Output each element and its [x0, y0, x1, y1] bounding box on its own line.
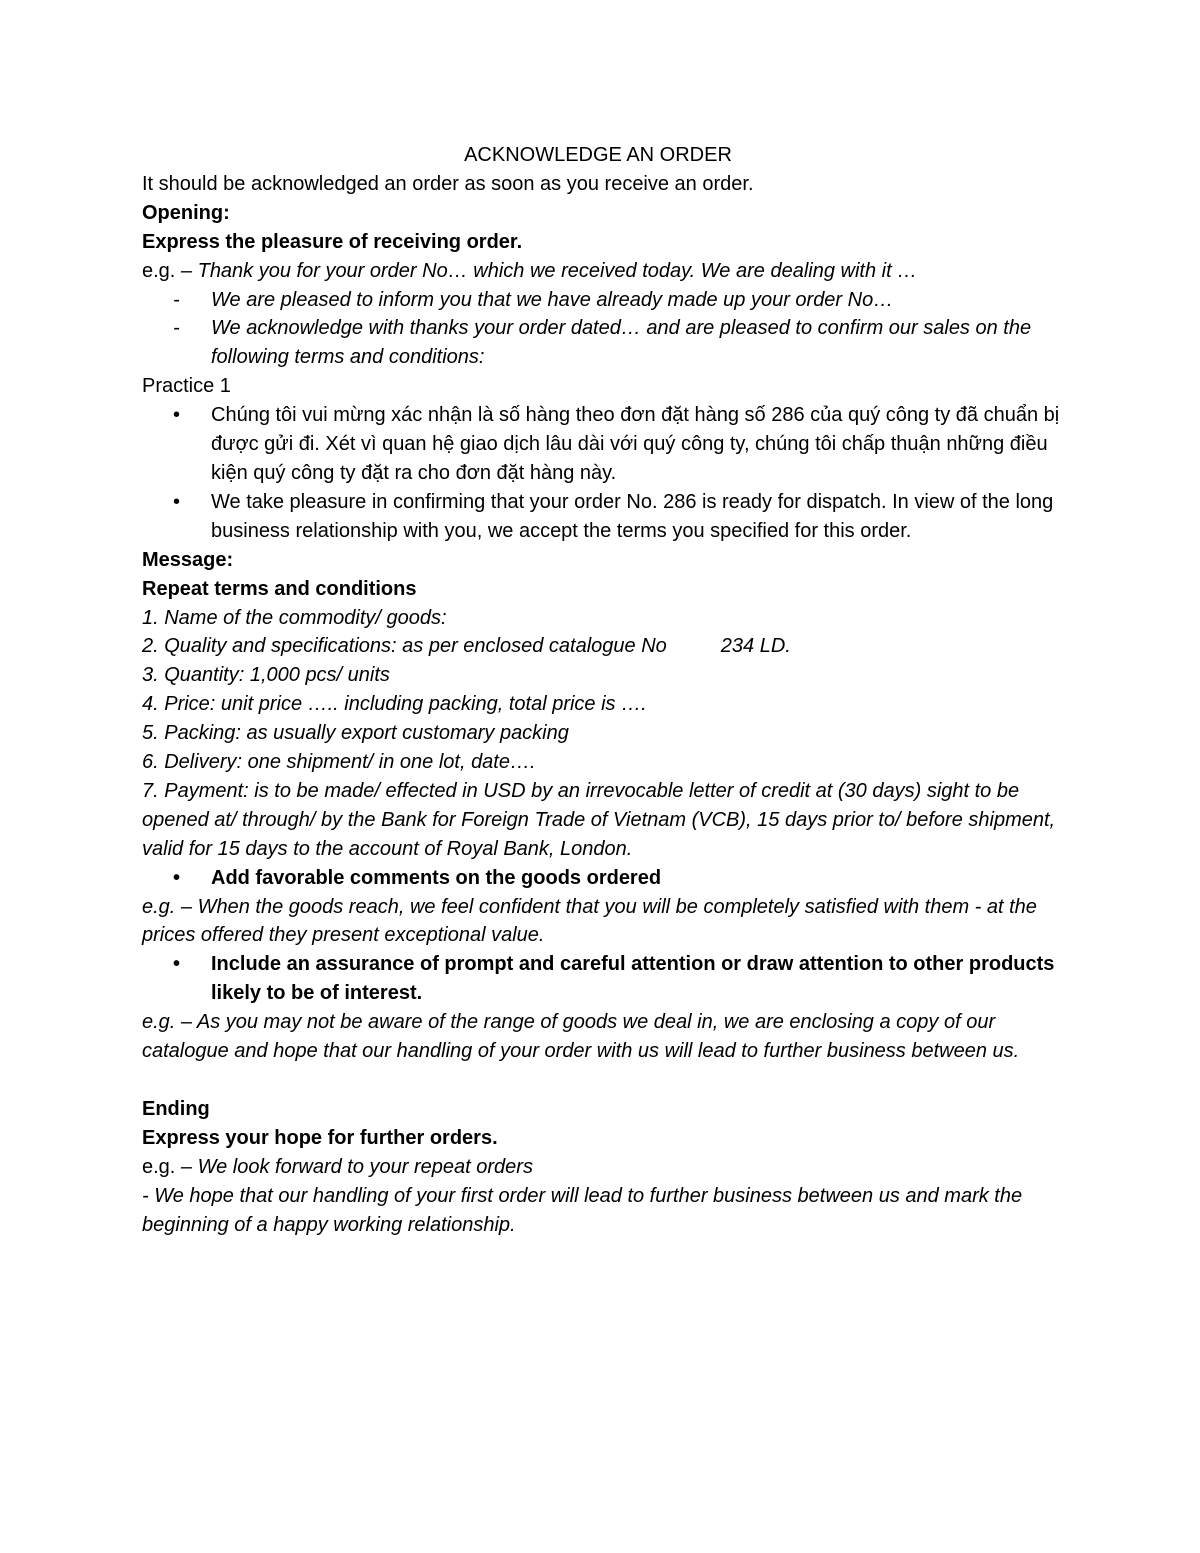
opening-dash-item — [142, 314, 1062, 372]
dash-marker: - — [173, 317, 180, 340]
term-item: 3. Quantity: 1,000 pcs/ units — [142, 664, 390, 687]
term-item: 7. Payment: is to be made/ effected in USD by an irrevocable letter of credit at (30 days) sight to be opened at/ through/ by the Bank for Foreign Trade of Vietnam (VCB), 15 days prior to/ before shipment, valid for 15 days to the account of Royal Bank, London. — [142, 779, 1056, 860]
opening-dash-item — [142, 286, 1062, 315]
message-heading: Message: — [142, 548, 234, 571]
term-item: 6. Delivery: one shipment/ in one lot, date…. — [142, 751, 536, 774]
assurance-example: e.g. – As you may not be aware of the range of goods we deal in, we are enclosing a copy of our catalogue and hope that our handling of your order with us will lead to further business between us. — [142, 1011, 1020, 1063]
practice-item-vietnamese — [142, 401, 1062, 488]
catalogue-number: 234 LD. — [720, 635, 791, 658]
ending-example — [142, 1153, 1062, 1182]
bullet-marker: • — [173, 490, 181, 513]
term-item: 5. Packing: as usually export customary packing — [142, 722, 569, 745]
opening-heading: Opening: — [142, 201, 230, 224]
intro-text: It should be acknowledged an order as soon as you receive an order. — [142, 172, 754, 195]
bullet-marker: • — [173, 953, 181, 976]
dash-item-text: We acknowledge with thanks your order dated… and are pleased to confirm our sales on the following terms and conditions: — [211, 317, 1032, 369]
bullet-text: Add favorable comments on the goods ordered — [211, 866, 662, 889]
opening-example-text: – Thank you for your order No… which we received today. We are dealing with it … — [175, 259, 918, 282]
ending-example-text: – We look forward to your repeat orders — [175, 1155, 533, 1178]
eg-prefix: e.g. — [142, 1155, 176, 1178]
term-item — [142, 632, 1062, 661]
blank-line — [142, 1066, 1062, 1095]
term-item: 4. Price: unit price ….. including packing, total price is …. — [142, 693, 647, 716]
message-subheading: Repeat terms and conditions — [142, 577, 417, 600]
ending-heading: Ending — [142, 1097, 210, 1120]
assurance-bullet — [142, 950, 1062, 1008]
bullet-marker: • — [173, 866, 181, 889]
practice-item-text: Chúng tôi vui mừng xác nhận là số hàng theo đơn đặt hàng số 286 của quý công ty đã chuẩn bị được gửi đi. Xét vì quan hệ giao dịch lâu dài với quý công ty, chúng tôi chấp thuận những điều kiện quý công ty đặt ra cho đơn đặt hàng này. — [211, 404, 1060, 484]
document-body — [142, 141, 1062, 1239]
favorable-comments-bullet — [142, 864, 1062, 893]
document-title: ACKNOWLEDGE AN ORDER — [464, 144, 732, 166]
bullet-marker: • — [173, 404, 181, 427]
eg-prefix: e.g. — [142, 259, 176, 282]
opening-subheading: Express the pleasure of receiving order. — [142, 230, 523, 253]
practice-heading: Practice 1 — [142, 375, 231, 398]
favorable-example: e.g. – When the goods reach, we feel confident that you will be completely satisfied with them - at the prices offered they present exceptional value. — [142, 895, 1037, 947]
dash-item-text: We are pleased to inform you that we have already made up your order No… — [211, 288, 894, 311]
ending-example-2: - We hope that our handling of your first order will lead to further business between us and mark the beginning of a happy working relationship. — [142, 1184, 1023, 1236]
bullet-text: Include an assurance of prompt and careful attention or draw attention to other products likely to be of interest. — [211, 953, 1055, 1005]
dash-marker: - — [173, 288, 180, 311]
practice-item-text: We take pleasure in confirming that your order No. 286 is ready for dispatch. In view of the long business relationship with you, we accept the terms you specified for this order. — [211, 490, 1054, 542]
ending-subheading: Express your hope for further orders. — [142, 1126, 498, 1149]
practice-item-english — [142, 488, 1062, 546]
term-item: 1. Name of the commodity/ goods: — [142, 606, 447, 629]
term-item-text: 2. Quality and specifications: as per enclosed catalogue No — [142, 635, 667, 658]
opening-example — [142, 257, 1062, 286]
